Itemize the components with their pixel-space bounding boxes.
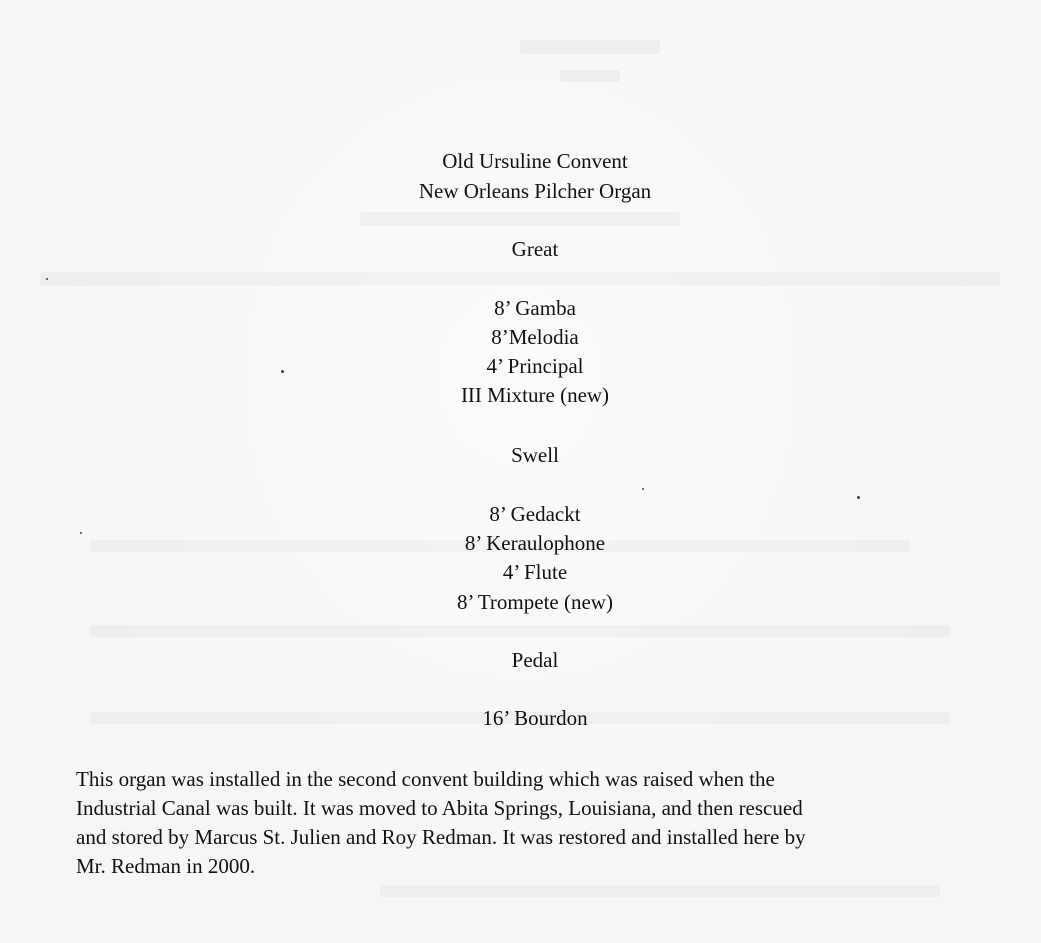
division-heading-great: Great	[511, 237, 559, 261]
stop-swell-2: 8’ Keraulophone	[464, 531, 606, 555]
bleed-through-mark	[380, 885, 940, 897]
paragraph-line: Industrial Canal was built. It was moved to Abita Springs, Louisiana, and then rescued	[76, 796, 803, 820]
stop-great-2: 8’Melodia	[491, 325, 579, 349]
speck	[46, 278, 48, 280]
document-title-line-2: New Orleans Pilcher Organ	[418, 179, 652, 203]
bleed-through-mark	[40, 272, 1000, 286]
speck	[857, 496, 860, 499]
stop-swell-1: 8’ Gedackt	[489, 502, 581, 526]
history-paragraph	[76, 765, 976, 881]
bleed-through-mark	[520, 40, 660, 54]
stop-great-4: III Mixture (new)	[460, 383, 610, 407]
paragraph-line: Mr. Redman in 2000.	[76, 854, 256, 878]
stop-great-1: 8’ Gamba	[494, 296, 576, 320]
document-title-line-1: Old Ursuline Convent	[442, 149, 628, 173]
paragraph-line: This organ was installed in the second convent building which was raised when the	[76, 767, 775, 791]
stop-swell-3: 4’ Flute	[502, 560, 568, 584]
bleed-through-mark	[360, 212, 680, 226]
stop-swell-4: 8’ Trompete (new)	[457, 590, 613, 614]
bleed-through-mark	[90, 625, 950, 637]
speck	[642, 488, 644, 490]
stop-great-3: 4’ Principal	[486, 354, 584, 378]
bleed-through-mark	[560, 70, 620, 82]
paragraph-line: and stored by Marcus St. Julien and Roy Redman. It was restored and installed here by	[76, 825, 806, 849]
stop-pedal-1: 16’ Bourdon	[482, 706, 588, 730]
division-heading-swell: Swell	[511, 443, 559, 467]
division-heading-pedal: Pedal	[511, 648, 559, 672]
